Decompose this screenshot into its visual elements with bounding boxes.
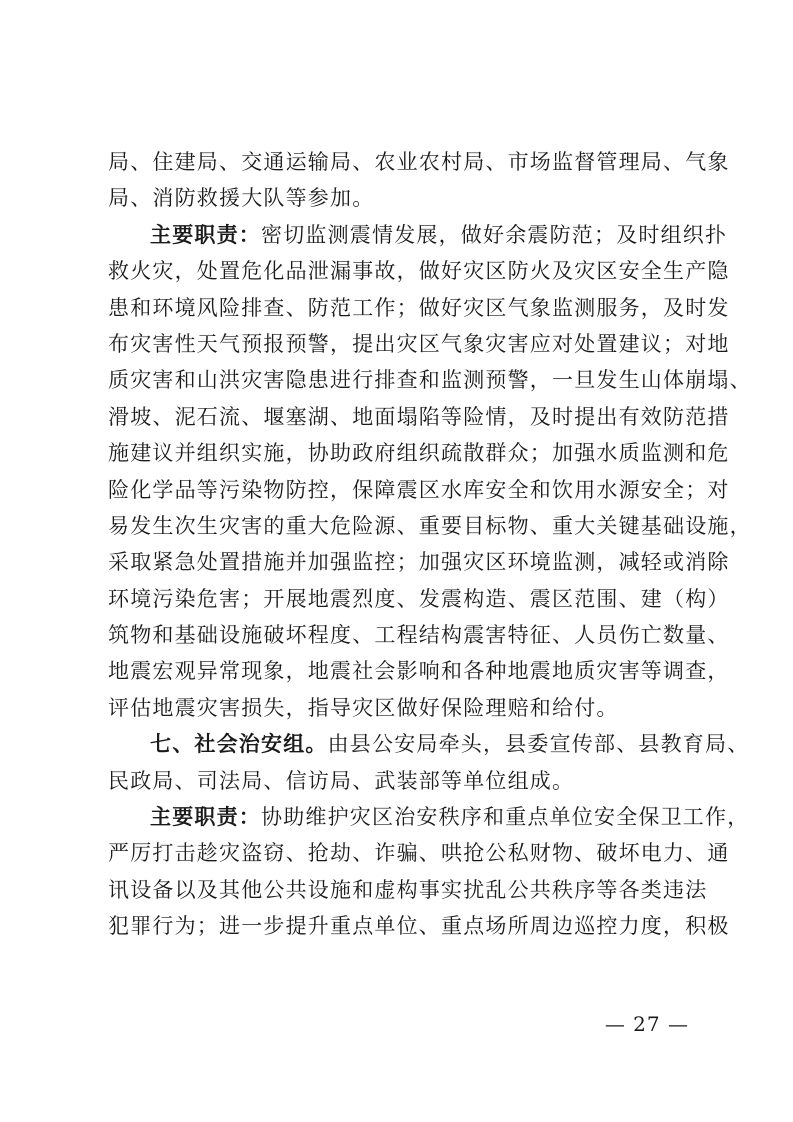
text-line: 险化学品等污染物防控，保障震区水库安全和饮用水源安全；对 <box>108 477 730 502</box>
text-span: 密切监测震情发展，做好余震防范；及时组织扑 <box>261 222 728 247</box>
text-line: 滑坡、泥石流、堰塞湖、地面塌陷等险情，及时提出有效防范措 <box>108 404 730 429</box>
text-line: 布灾害性天气预报预警，提出灾区气象灾害应对处置建议；对地 <box>108 331 730 356</box>
text-line <box>108 217 728 253</box>
text-line: 救火灾，处置危化品泄漏事故，做好灾区防火及灾区安全生产隐 <box>108 259 730 284</box>
text-span: 由县公安局牵头，县委宣传部、县教育局、 <box>327 732 750 757</box>
paragraph <box>108 799 750 945</box>
text-line: 民政局、司法局、信访局、武装部等单位组成。 <box>108 768 575 793</box>
paragraph <box>108 144 730 217</box>
text-line: 严厉打击趁灾盗窃、抢劫、诈骗、哄抢公私财物、破坏电力、通 <box>108 841 730 866</box>
document-body <box>108 144 752 945</box>
paragraph-heading: 主要职责： <box>150 222 261 247</box>
text-line: 质灾害和山洪灾害隐患进行排查和监测预警，一旦发生山体崩塌、 <box>108 368 752 393</box>
text-line: 筑物和基础设施破坏程度、工程结构震害特征、人员伤亡数量、 <box>108 623 730 648</box>
text-line: 评估地震灾害损失，指导灾区做好保险理赔和给付。 <box>108 695 619 720</box>
text-line <box>108 799 750 835</box>
text-span: 协助维护灾区治安秩序和重点单位安全保卫工作， <box>261 805 750 830</box>
section-heading: 七、社会治安组。 <box>150 732 328 757</box>
page-number: — 27 — <box>604 1012 689 1036</box>
paragraph <box>108 217 752 726</box>
text-line: 局、住建局、交通运输局、农业农村局、市场监督管理局、气象 <box>108 150 730 174</box>
text-line: 地震宏观异常现象，地震社会影响和各种地震地质灾害等调查， <box>108 659 730 684</box>
text-line: 局、消防救援大队等参加。 <box>108 186 375 211</box>
text-line: 讯设备以及其他公共设施和虚构事实扰乱公共秩序等各类违法 <box>108 877 708 902</box>
text-line: 施建议并组织实施，协助政府组织疏散群众；加强水质监测和危 <box>108 441 730 466</box>
text-line: 采取紧急处置措施并加强监控；加强灾区环境监测，减轻或消除 <box>108 550 730 575</box>
paragraph-heading: 主要职责： <box>150 805 261 830</box>
text-line: 环境污染危害；开展地震烈度、发震构造、震区范围、建（构） <box>108 586 730 611</box>
text-line: 犯罪行为；进一步提升重点单位、重点场所周边巡控力度，积极 <box>108 914 730 939</box>
paragraph <box>108 726 750 799</box>
text-line <box>108 726 750 762</box>
text-line: 易发生次生灾害的重大危险源、重要目标物、重大关键基础设施， <box>108 513 752 538</box>
text-line: 患和环境风险排查、防范工作；做好灾区气象监测服务，及时发 <box>108 295 730 320</box>
